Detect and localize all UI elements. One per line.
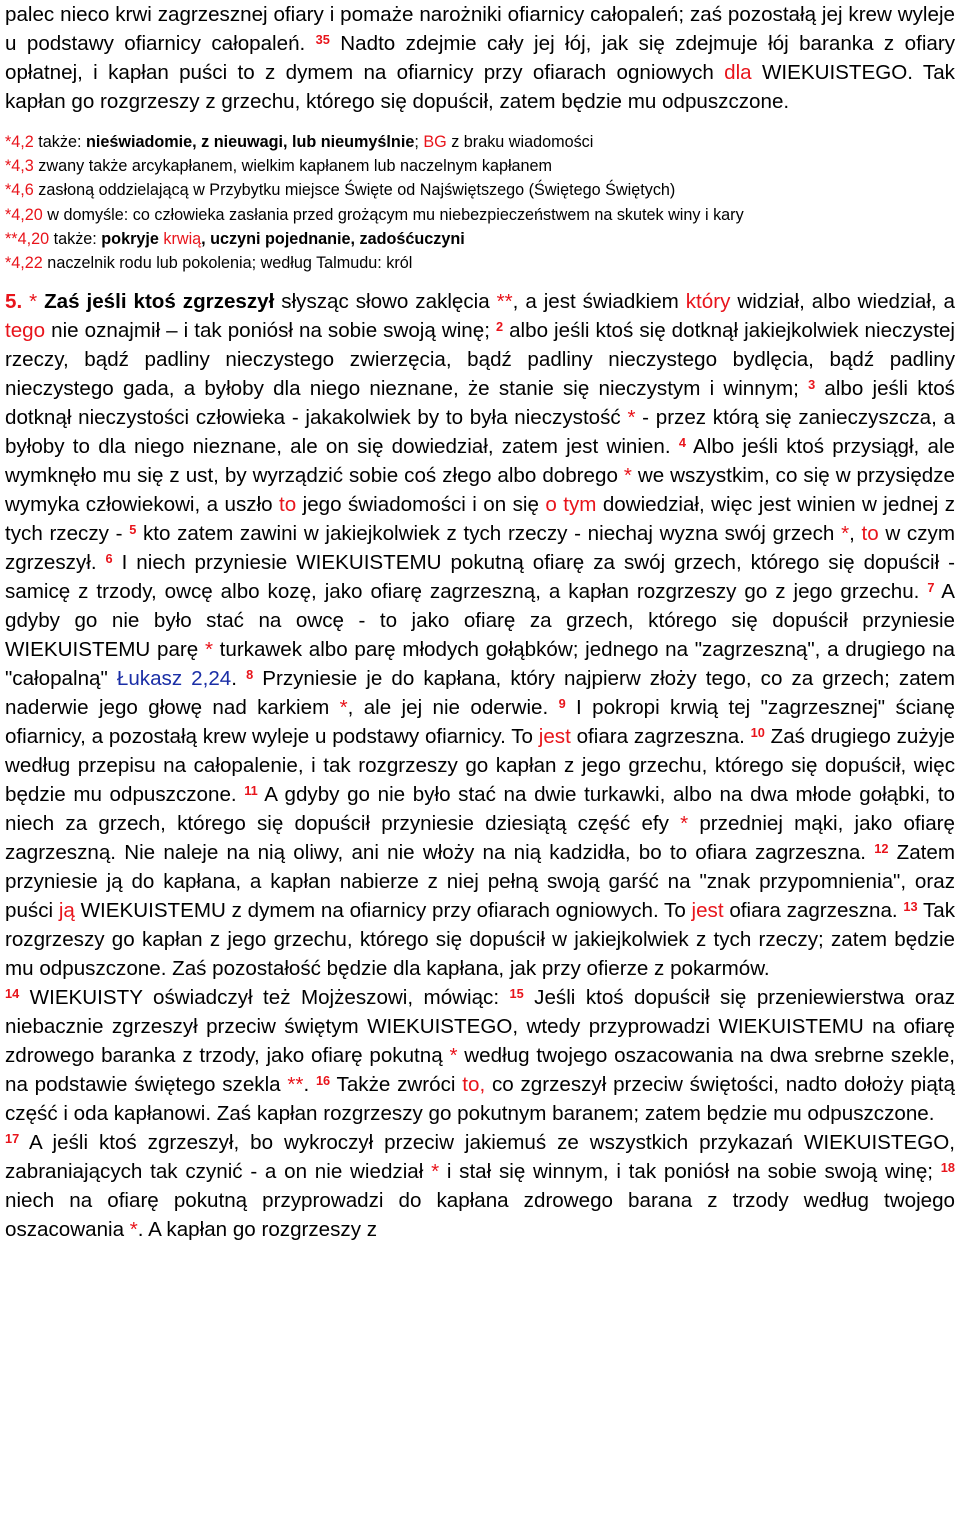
verse-number: 3 <box>808 376 816 392</box>
verse-number: 35 <box>315 31 330 47</box>
chapter-number: 5. <box>5 290 23 314</box>
text-run: . A kapłan go rozgrzeszy z <box>137 1218 378 1242</box>
added-word: jest <box>691 899 724 923</box>
text-run: Zatem przyniesie ją do kapłana, a kapłan nabierze z niej pełną swoją garść na "znak przypomnienia", oraz puści <box>5 841 955 923</box>
footnote-marker: * <box>449 1044 458 1068</box>
text-run: i stał się winnym, i tak poniósł na sobie swoją winę; <box>439 1160 941 1184</box>
text-run: zwany także arcykapłanem, wielkim kapłanem lub naczelnym kapłanem <box>33 157 553 176</box>
added-word: to <box>861 522 879 546</box>
text-run: także: <box>49 229 102 248</box>
text-run: w domyśle: co człowieka zasłania przed grożącym mu niebezpieczeństwem na skutek winy i kary <box>42 205 744 224</box>
verse-number: 4 <box>678 434 686 450</box>
verse-number: 13 <box>903 898 918 914</box>
verse-number: 9 <box>558 695 566 711</box>
verse-number: 17 <box>5 1130 20 1146</box>
added-word: tego <box>5 319 46 343</box>
footnote-marker: *4,2 <box>5 133 34 151</box>
text-run: turkawek albo parę młodych gołąbków; jednego na "zagrzeszną", a drugiego na "całopalną" <box>5 638 956 691</box>
verse-number: 10 <box>750 724 765 740</box>
verse-number: 7 <box>927 579 935 595</box>
bold-text: nieświadomie, z nieuwagi, lub nieumyślnie <box>86 133 415 151</box>
text-run: widział, albo wiedział, a <box>730 290 955 314</box>
verse-paragraph-14 <box>5 983 955 1128</box>
text-run: Także zwróci <box>330 1073 463 1097</box>
footnote-line <box>5 203 955 227</box>
text-run: WIEKUISTEGO. Tak kapłan go rozgrzeszy z grzechu, którego się dopuścił, zatem będzie mu odpuszczone. <box>5 61 955 113</box>
text-run: , <box>849 522 862 546</box>
text-run: Jeśli ktoś dopuścił się przeniewierstwa oraz niebacznie zgrzeszył przeciw świętym WIEKUISTEGO, wtedy przyprowadzi WIEKUISTEMU na ofiarę zdrowego baranka z trzody, jako ofiarę pokutną <box>5 986 955 1068</box>
added-word: jest <box>538 725 571 749</box>
text-run: z braku wiadomości <box>446 133 594 151</box>
verse-number: 2 <box>495 318 504 334</box>
text-run: . <box>303 1073 316 1097</box>
text-run: I niech przyniesie WIEKUISTEMU pokutną ofiarę za swój grzech, którego się dopuścił - samicę z trzody, owcę albo kozę, jako ofiarę zagrzeszną, a kapłan rozgrzeszy go z jego grzechu. <box>5 551 955 604</box>
footnote-line <box>5 154 955 178</box>
text-run: ; <box>414 133 424 151</box>
footnote-marker: **4,20 <box>5 229 50 248</box>
footnote-marker: *4,22 <box>5 254 43 273</box>
verse-number: 12 <box>874 840 889 856</box>
text-run: przedniej mąki, jako ofiarę zagrzeszną. Nie naleje na nią oliwy, ani nie włoży na nią kadzidła, bo to ofiara zagrzeszna. <box>5 812 955 865</box>
text-run: Tak rozgrzeszy go kapłan z jego grzechu, którego się dopuścił w jakiejkolwiek z tych rzeczy; zatem będzie mu odpuszczone. Zaś pozostałość będzie dla kapłana, jak przy ofierze z pokarmów. <box>5 899 955 981</box>
verse-number: 8 <box>246 666 254 682</box>
footnote-marker: * <box>431 1160 440 1184</box>
text-run: także: <box>33 133 86 151</box>
text-run: palec nieco krwi zagrzesznej ofiary i pomaże narożniki ofiarnicy całopaleń; zaś pozostałą jej krew wyleje u podstawy ofiarnicy całopaleń. <box>5 3 955 55</box>
cross-reference-link[interactable]: Łukasz 2,24 <box>116 667 232 691</box>
verse-number: 16 <box>315 1072 331 1088</box>
footnote-marker: ** <box>287 1073 304 1097</box>
text-run: co zgrzeszył przeciw świętości, nadto dołoży piątą część i oda kapłanowi. Zaś kapłan rozgrzeszy go pokutnym baranem; zatem będzie mu odpuszczone. <box>5 1073 955 1126</box>
verse-paragraph-top <box>5 0 955 116</box>
text-run: A gdyby go nie było stać na owcę - to jako ofiarę za grzech, którego się dopuścił przyniesie WIEKUISTEMU parę <box>5 580 955 662</box>
footnote-marker: * <box>204 638 213 662</box>
chapter-5-paragraph <box>5 287 955 983</box>
footnote-line <box>5 251 955 275</box>
footnote-marker: *4,6 <box>5 181 34 200</box>
footnote-marker: * <box>627 406 636 430</box>
text-run: - przez którą się zanieczyszcza, a byłoby to dla niego nieznane, ale on się dowiedział, zatem jest winien. <box>5 406 956 459</box>
bold-text: pokryje <box>101 229 164 248</box>
text-run: nie oznajmił – i tak poniósł na sobie swoją winę; <box>45 319 496 343</box>
text-run: dowiedział, więc jest winien w jednej z tych rzeczy - <box>5 493 955 546</box>
text-run: zasłoną oddzielającą w Przybytku miejsce Święte od Najświętszego (Świętego Świętych) <box>33 181 676 200</box>
footnote-marker: * <box>29 290 38 314</box>
text-run: albo jeśli ktoś dotknął nieczystości człowieka - jakakolwiek by to była nieczystość <box>5 377 955 430</box>
text-run: Albo jeśli ktoś przysiągł, ale wymknęło mu się z ust, by wyrządzić sobie coś złego albo dobrego <box>5 435 955 488</box>
added-word: dla <box>724 61 752 84</box>
footnote-marker: *4,20 <box>5 205 43 224</box>
verse-number: 15 <box>509 985 524 1001</box>
footnote-marker: * <box>680 812 689 836</box>
text-run: Zaś drugiego zużyje według przepisu na całopalenie, i tak rozgrzeszy go kapłan z jego grzechu, którego się dopuścił, więc będzie mu odpuszczone. <box>5 725 955 807</box>
text-run: naczelnik rodu lub pokolenia; według Talmudu: król <box>42 254 413 273</box>
text-run: I pokropi krwią tej "zagrzesznej" ścianę ofiarnicy, a pozostałą krew wyleje u podstawy ofiarnicy. To <box>5 696 955 749</box>
verse-number: 11 <box>244 782 258 798</box>
footnote-marker: * <box>623 464 632 488</box>
added-word: to <box>279 493 297 517</box>
bold-text: Zaś jeśli ktoś zgrzeszył <box>44 290 275 314</box>
footnote-line <box>5 130 955 154</box>
text-run: we wszystkim, co się w przysiędze wymyka człowiekowi, a uszło <box>5 464 955 517</box>
text-run: A gdyby go nie było stać na dwie turkawki, albo na dwa młode gołąbki, to niech za grzech, którego się dopuścił przyniesie dziesiątą część efy <box>5 783 955 836</box>
text-run: jego świadomości i on się <box>296 493 546 517</box>
bold-text: , uczyni pojednanie, zadośćuczyni <box>201 229 465 248</box>
footnote-marker: ** <box>496 290 513 314</box>
text-run: WIEKUISTY oświadczył też Mojżeszowi, mówiąc: <box>19 986 510 1010</box>
text-run: Przyniesie je do kapłana, który najpierw złoży tego, co za grzech; zatem naderwie jego głowę nad karkiem <box>5 667 955 720</box>
footnotes-block <box>5 130 955 275</box>
document-page <box>5 0 955 1244</box>
footnote-marker: BG <box>423 133 447 151</box>
text-run: niech na ofiarę pokutną przyprowadzi do kapłana zdrowego barana z trzody według twojego oszacowania <box>5 1189 955 1242</box>
text-run: A jeśli ktoś zgrzeszył, bo wykroczył przeciw jakiemuś ze wszystkich przykazań WIEKUISTEGO, zabraniających tak czynić - a on nie wiedział <box>5 1131 955 1184</box>
footnote-marker: *4,3 <box>5 157 34 176</box>
footnote-line <box>5 178 955 202</box>
text-run: według twojego oszacowania na dwa srebrne szekle, na podstawie świętego szekla <box>5 1044 955 1097</box>
text-run: ofiara zagrzeszna. <box>570 725 751 749</box>
text-run: w czym zgrzeszył. <box>5 522 955 575</box>
verse-paragraph-17 <box>5 1128 955 1244</box>
verse-number: 18 <box>940 1159 955 1175</box>
footnote-marker: krwią <box>163 229 202 248</box>
footnote-marker: * <box>841 522 850 546</box>
text-run: Nadto zdejmie cały jej łój, jak się zdejmuje łój baranka z ofiary opłatnej, i kapłan puści to z dymem na ofiarnicy przy ofiarach ogniowych <box>5 32 955 84</box>
text-run: kto zatem zawini w jakiejkolwiek z tych rzeczy - niechaj wyzna swój grzech <box>136 522 842 546</box>
footnote-marker: * <box>339 696 348 720</box>
text-run: WIEKUISTEMU z dymem na ofiarnicy przy ofiarach ogniowych. To <box>74 899 692 923</box>
added-word: o tym <box>545 493 597 517</box>
text-run: . <box>231 667 247 691</box>
added-word: który <box>685 290 731 314</box>
verse-number: 6 <box>105 550 113 566</box>
text-run: słysząc słowo zaklęcia <box>274 290 497 314</box>
text-run: , ale jej nie oderwie. <box>347 696 559 720</box>
text-run: albo jeśli ktoś się dotknął jakiejkolwiek nieczystej rzeczy, bądź padliny nieczystego zwierzęcia, bądź padliny nieczystego bydlęcia, bądź padliny nieczystego gada, a byłoby dla niego nieznane, że stanie się nieczystym i winnym; <box>5 319 955 401</box>
added-word: ją <box>58 899 75 923</box>
verse-number: 5 <box>129 521 137 537</box>
text-run: ofiara zagrzeszna. <box>723 899 904 923</box>
text-run: , a jest świadkiem <box>512 290 686 314</box>
footnote-marker: * <box>129 1218 138 1242</box>
added-word: to, <box>462 1073 486 1097</box>
footnote-line <box>5 227 955 251</box>
verse-number: 14 <box>5 985 20 1001</box>
